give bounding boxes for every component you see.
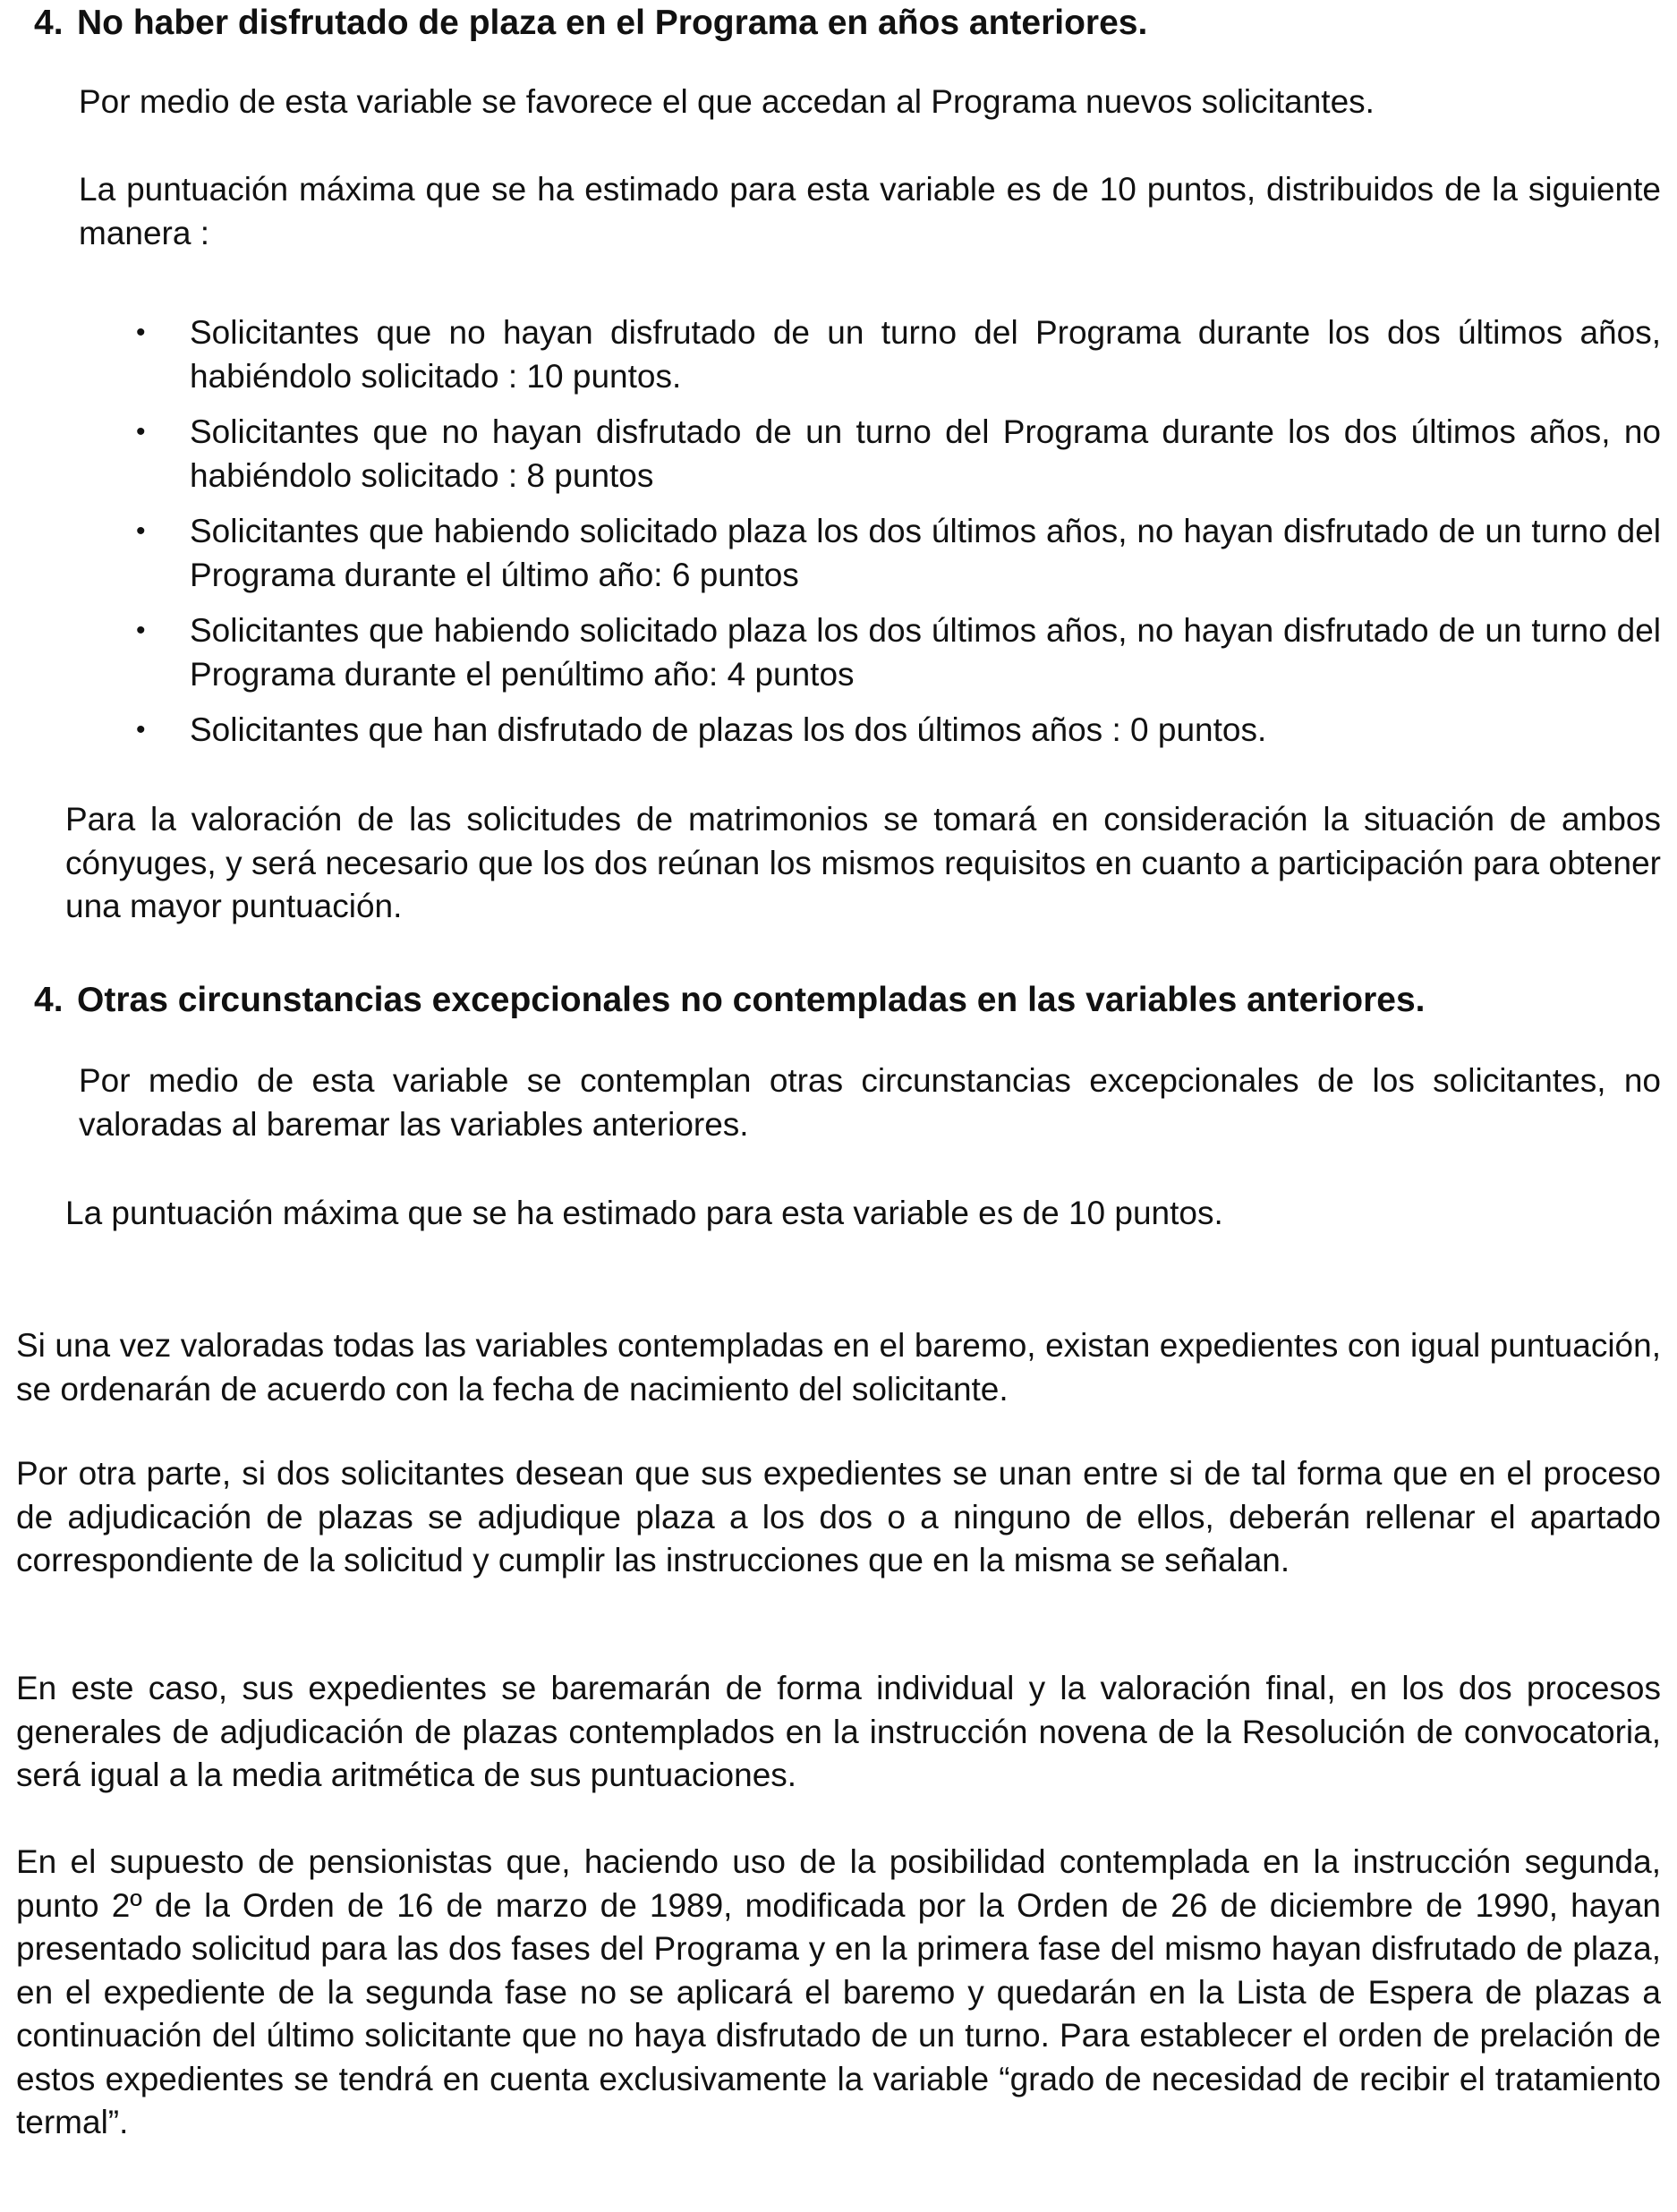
paragraph: Para la valoración de las solicitudes de matrimonios se tomará en consideración la situación de ambos cónyuges, y será necesario que los dos reúnan los mismos requisitos en cuanto a participación para obtener una mayor puntuación.: [65, 801, 1661, 924]
list-item: [125, 510, 1661, 597]
section-heading: [34, 2, 1147, 45]
bullet-icon: •: [136, 516, 146, 546]
list-item-text: Solicitantes que habiendo solicitado plaza los dos últimos años, no hayan disfrutado de un turno del Programa durante el último año: 6 puntos: [190, 513, 1661, 593]
list-item-text: Solicitantes que no hayan disfrutado de un turno del Programa durante los dos últimos años, no habiéndolo solicitado : 8 puntos: [190, 413, 1661, 494]
paragraph: Por otra parte, si dos solicitantes desean que sus expedientes se unan entre si de tal forma que en el proceso de adjudicación de plazas se adjudique plaza a los dos o a ninguno de ellos, deberán rellenar el apartado correspondiente de la solicitud y cumplir las instrucciones que en la misma se señalan.: [16, 1455, 1661, 1578]
section-number: 4.: [34, 981, 64, 1019]
section-heading: [34, 979, 1426, 1022]
list-item-text: Solicitantes que han disfrutado de plazas los dos últimos años : 0 puntos.: [190, 711, 1267, 748]
paragraph: La puntuación máxima que se ha estimado para esta variable es de 10 puntos, distribuidos de la siguiente manera :: [79, 171, 1661, 251]
list-item-text: Solicitantes que habiendo solicitado plaza los dos últimos años, no hayan disfrutado de un turno del Programa durante el penúltimo año: 4 puntos: [190, 612, 1661, 693]
section-title: No haber disfrutado de plaza en el Programa en años anteriores.: [77, 4, 1148, 42]
bullet-icon: •: [136, 417, 146, 447]
paragraph: Por medio de esta variable se favorece el que accedan al Programa nuevos solicitantes.: [79, 83, 1375, 120]
list-item-text: Solicitantes que no hayan disfrutado de un turno del Programa durante los dos últimos años, habiéndolo solicitado : 10 puntos.: [190, 314, 1661, 395]
list-item: [125, 311, 1661, 398]
list-item: [125, 411, 1661, 498]
paragraph: Si una vez valoradas todas las variables contempladas en el baremo, existan expedientes con igual puntuación, se ordenarán de acuerdo con la fecha de nacimiento del solicitante.: [16, 1327, 1661, 1408]
bullet-icon: •: [136, 715, 146, 744]
paragraph: La puntuación máxima que se ha estimado para esta variable es de 10 puntos.: [65, 1195, 1223, 1231]
bullet-icon: •: [136, 616, 146, 645]
paragraph: En el supuesto de pensionistas que, haciendo uso de la posibilidad contemplada en la instrucción segunda, punto 2º de la Orden de 16 de marzo de 1989, modificada por la Orden de 26 de diciembre de 1990, hayan presentado solicitud para las dos fases del Programa y en la primera fase del mismo hayan disfrutado de plaza, en el expediente de la segunda fase no se aplicará el baremo y quedarán en la Lista de Espera de plazas a continuación del último solicitante que no haya disfrutado de un turno. Para establecer el orden de prelación de estos expedientes se tendrá en cuenta exclusivamente la variable “grado de necesidad de recibir el tratamiento termal”.: [16, 1843, 1661, 2140]
section-title: Otras circunstancias excepcionales no contempladas en las variables anteriores.: [77, 981, 1426, 1019]
paragraph: En este caso, sus expedientes se baremarán de forma individual y la valoración final, en los dos procesos generales de adjudicación de plazas contemplados en la instrucción novena de la Resolución de convocatoria, será igual a la media aritmética de sus puntuaciones.: [16, 1670, 1661, 1793]
paragraph: Por medio de esta variable se contemplan otras circunstancias excepcionales de los solicitantes, no valoradas al baremar las variables anteriores.: [79, 1062, 1661, 1143]
section-number: 4.: [34, 4, 64, 42]
scoring-bullet-list: [125, 311, 1661, 765]
bullet-icon: •: [136, 318, 146, 347]
list-item: [125, 609, 1661, 696]
list-item: [125, 709, 1661, 753]
